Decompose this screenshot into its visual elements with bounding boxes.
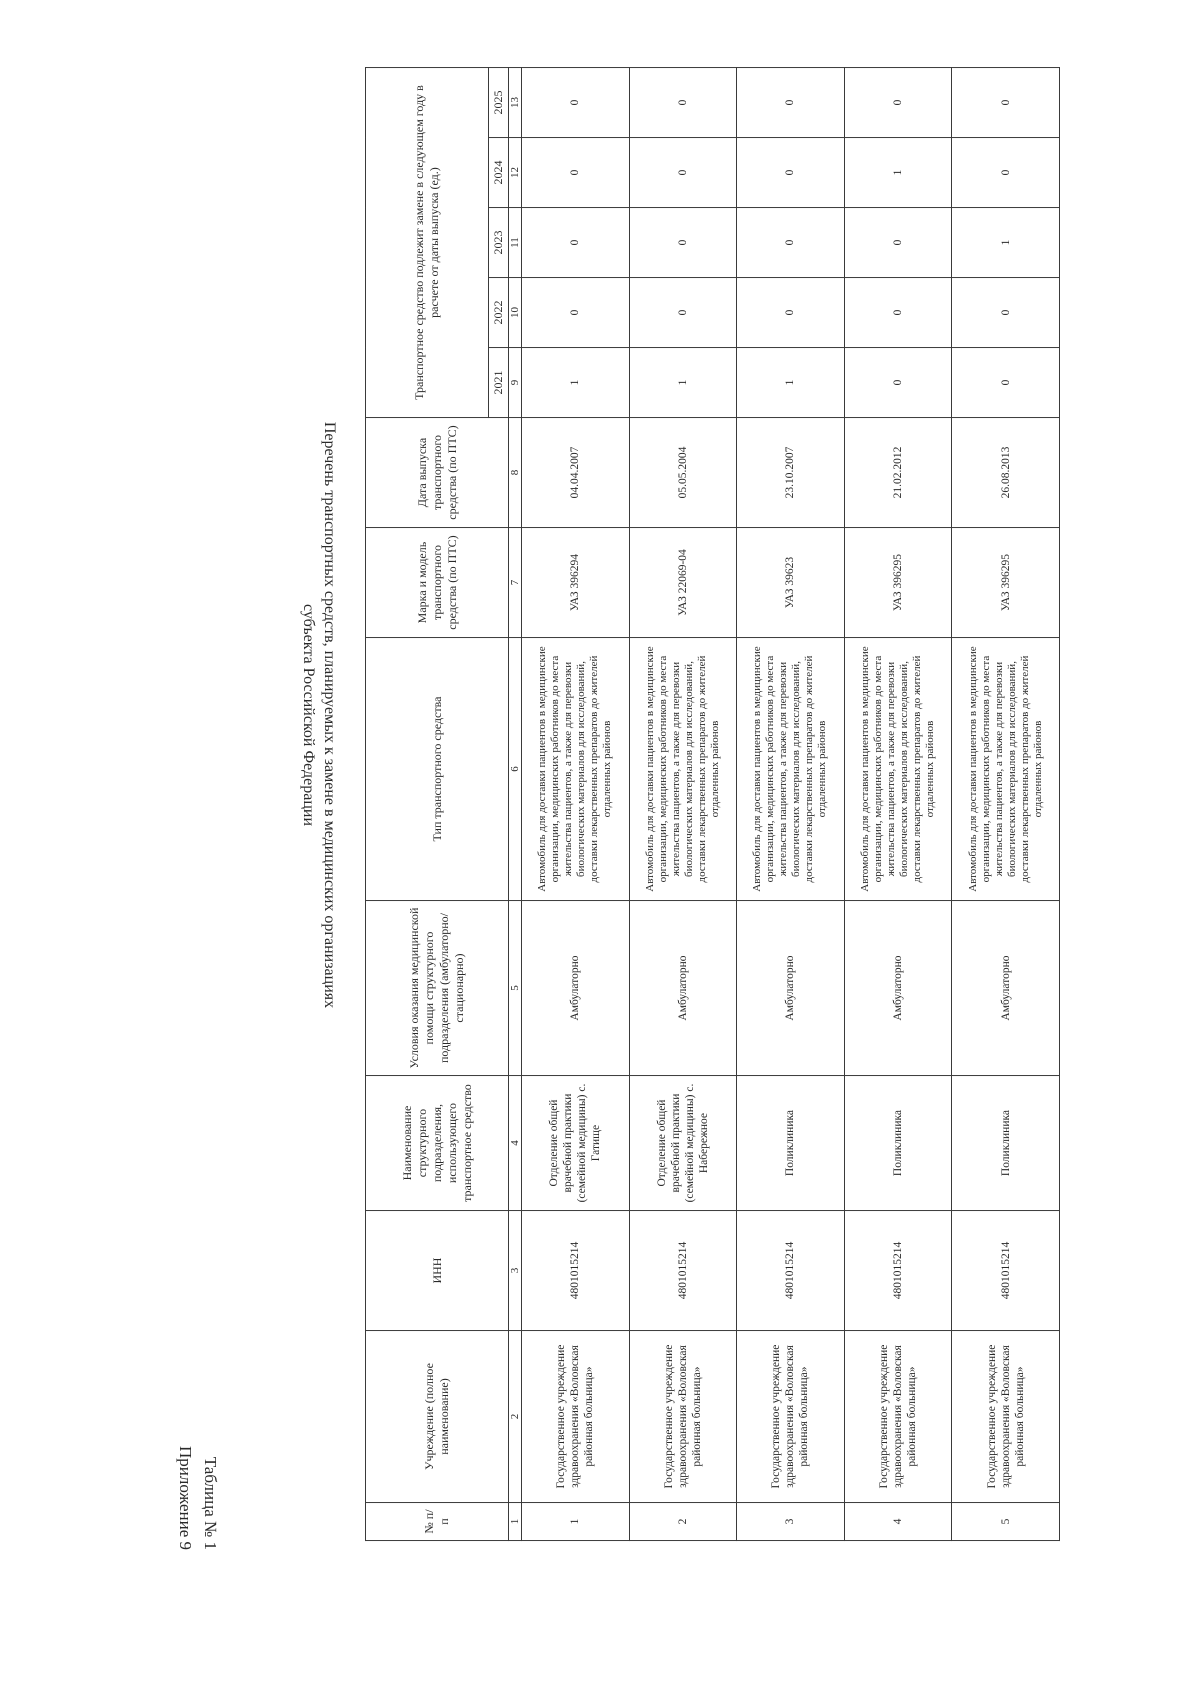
org-name: Государственное учреждение здравоохранения «Воловская районная больница» — [952, 1331, 1060, 1503]
inn: 4801015214 — [952, 1211, 1060, 1331]
table-row — [737, 68, 845, 1541]
column-numbers-row — [509, 68, 522, 1541]
release-date: 26.08.2013 — [952, 418, 1060, 528]
unit-name: Поликлиника — [844, 1076, 952, 1211]
vehicle-model: УАЗ 39623 — [737, 528, 845, 638]
replace-2023: 1 — [952, 208, 1060, 278]
row-number: 5 — [952, 1503, 1060, 1541]
column-number: 8 — [509, 418, 522, 528]
replace-2021: 1 — [522, 348, 630, 418]
header-type: Тип транспортного средства — [366, 638, 509, 901]
table-number-label: Таблица № 1 — [201, 1456, 220, 1550]
release-date: 23.10.2007 — [737, 418, 845, 528]
title-line-1: Перечень транспортных средств, планируемых к замене в медицинских организациях — [321, 421, 338, 1009]
replace-2023: 0 — [737, 208, 845, 278]
care-conditions: Амбулаторно — [844, 901, 952, 1076]
rotated-page — [120, 0, 1200, 1600]
header-unit: Наименование структурного подразделения, использующего транспортное средство — [366, 1076, 509, 1211]
inn: 4801015214 — [844, 1211, 952, 1331]
unit-name: Поликлиника — [737, 1076, 845, 1211]
vehicle-type: Автомобиль для доставки пациентов в медицинские организации, медицинских работников до места жительства пациентов, а также для перевозки биологических материалов для исследований, доставки лекарственных препаратов до жителей отдаленных районов — [952, 638, 1060, 901]
vehicle-model: УАЗ 22069-04 — [629, 528, 737, 638]
replace-2022: 0 — [629, 278, 737, 348]
unit-name: Поликлиника — [952, 1076, 1060, 1211]
replace-2021: 1 — [737, 348, 845, 418]
replace-2024: 0 — [737, 138, 845, 208]
column-number: 7 — [509, 528, 522, 638]
replace-2025: 0 — [737, 68, 845, 138]
replace-2025: 0 — [844, 68, 952, 138]
column-number: 9 — [509, 348, 522, 418]
org-name: Государственное учреждение здравоохранения «Воловская районная больница» — [844, 1331, 952, 1503]
replace-2023: 0 — [844, 208, 952, 278]
replace-2024: 0 — [952, 138, 1060, 208]
inn: 4801015214 — [737, 1211, 845, 1331]
vehicle-type: Автомобиль для доставки пациентов в медицинские организации, медицинских работников до места жительства пациентов, а также для перевозки биологических материалов для исследований, доставки лекарственных препаратов до жителей отдаленных районов — [522, 638, 630, 901]
table-row — [952, 68, 1060, 1541]
table-row — [844, 68, 952, 1541]
column-number: 2 — [509, 1331, 522, 1503]
column-number: 1 — [509, 1503, 522, 1541]
table-wrapper — [365, 67, 1060, 1540]
replace-2021: 0 — [952, 348, 1060, 418]
org-name: Государственное учреждение здравоохранения «Воловская районная больница» — [522, 1331, 630, 1503]
org-name: Государственное учреждение здравоохранения «Воловская районная больница» — [629, 1331, 737, 1503]
header-year: 2023 — [489, 208, 509, 278]
release-date: 21.02.2012 — [844, 418, 952, 528]
table-row — [629, 68, 737, 1541]
vehicle-model: УАЗ 396295 — [952, 528, 1060, 638]
row-number: 3 — [737, 1503, 845, 1541]
care-conditions: Амбулаторно — [522, 901, 630, 1076]
release-date: 05.05.2004 — [629, 418, 737, 528]
replace-2023: 0 — [629, 208, 737, 278]
header-year: 2024 — [489, 138, 509, 208]
column-number: 11 — [509, 208, 522, 278]
care-conditions: Амбулаторно — [629, 901, 737, 1076]
column-number: 6 — [509, 638, 522, 901]
row-number: 1 — [522, 1503, 630, 1541]
vehicle-type: Автомобиль для доставки пациентов в медицинские организации, медицинских работников до места жительства пациентов, а также для перевозки биологических материалов для исследований, доставки лекарственных препаратов до жителей отдаленных районов — [737, 638, 845, 901]
replace-2022: 0 — [737, 278, 845, 348]
vehicle-type: Автомобиль для доставки пациентов в медицинские организации, медицинских работников до места жительства пациентов, а также для перевозки биологических материалов для исследований, доставки лекарственных препаратов до жителей отдаленных районов — [629, 638, 737, 901]
vehicle-model: УАЗ 396295 — [844, 528, 952, 638]
header-year: 2022 — [489, 278, 509, 348]
header-year: 2025 — [489, 68, 509, 138]
vehicle-model: УАЗ 396294 — [522, 528, 630, 638]
table-row — [522, 68, 630, 1541]
page-title — [298, 60, 340, 1370]
replace-2023: 0 — [522, 208, 630, 278]
replace-2022: 0 — [844, 278, 952, 348]
replace-2024: 0 — [522, 138, 630, 208]
column-number: 3 — [509, 1211, 522, 1331]
unit-name: Отделение общей врачебной практики (семейной медицины) с. Гатище — [522, 1076, 630, 1211]
replace-2021: 0 — [844, 348, 952, 418]
vehicles-table — [365, 67, 1060, 1541]
header-year: 2021 — [489, 348, 509, 418]
release-date: 04.04.2007 — [522, 418, 630, 528]
inn: 4801015214 — [522, 1211, 630, 1331]
replace-2024: 1 — [844, 138, 952, 208]
column-number: 4 — [509, 1076, 522, 1211]
appendix-label: Приложение 9 — [176, 1446, 195, 1550]
unit-name: Отделение общей врачебной практики (семейной медицины) с. Набережное — [629, 1076, 737, 1211]
column-number: 13 — [509, 68, 522, 138]
care-conditions: Амбулаторно — [737, 901, 845, 1076]
header-replace-group: Транспортное средство подлежит замене в следующем году в расчете от даты выпуска (ед.) — [366, 68, 489, 418]
header-org: Учреждение (полное наименование) — [366, 1331, 509, 1503]
header-num: № п/п — [366, 1503, 509, 1541]
row-number: 2 — [629, 1503, 737, 1541]
replace-2024: 0 — [629, 138, 737, 208]
replace-2021: 1 — [629, 348, 737, 418]
column-number: 12 — [509, 138, 522, 208]
header-conditions: Условия оказания медицинской помощи структурного подразделения (амбулаторно/стационарно) — [366, 901, 509, 1076]
header-date: Дата выпуска транспортного средства (по ПТС) — [366, 418, 509, 528]
column-number: 5 — [509, 901, 522, 1076]
column-number: 10 — [509, 278, 522, 348]
title-line-2: субъекта Российской Федерации — [300, 603, 317, 827]
replace-2025: 0 — [522, 68, 630, 138]
inn: 4801015214 — [629, 1211, 737, 1331]
replace-2022: 0 — [522, 278, 630, 348]
vehicle-type: Автомобиль для доставки пациентов в медицинские организации, медицинских работников до места жительства пациентов, а также для перевозки биологических материалов для исследований, доставки лекарственных препаратов до жителей отдаленных районов — [844, 638, 952, 901]
row-number: 4 — [844, 1503, 952, 1541]
replace-2025: 0 — [629, 68, 737, 138]
replace-2025: 0 — [952, 68, 1060, 138]
header-inn: ИНН — [366, 1211, 509, 1331]
care-conditions: Амбулаторно — [952, 901, 1060, 1076]
org-name: Государственное учреждение здравоохранения «Воловская районная больница» — [737, 1331, 845, 1503]
header-model: Марка и модель транспортного средства (по ПТС) — [366, 528, 509, 638]
replace-2022: 0 — [952, 278, 1060, 348]
